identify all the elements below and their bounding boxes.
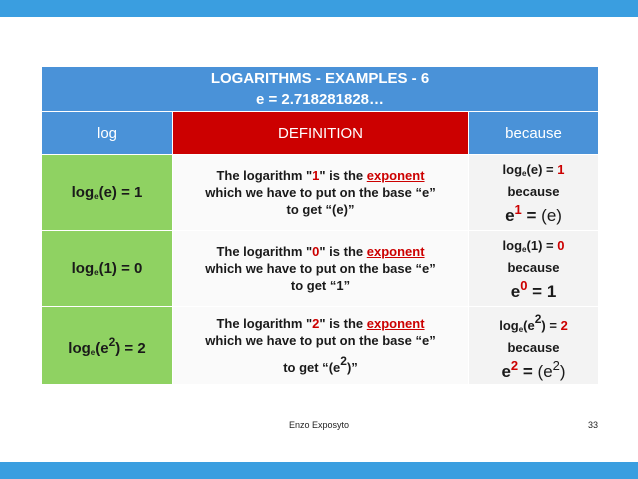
footer-author: Enzo Exposyto (288, 420, 350, 430)
exponent-link: exponent (366, 316, 425, 331)
table-row (42, 231, 599, 307)
definition-text: The logarithm "1" is the exponent which we have to put on the base “e” to get “(e)” (173, 155, 469, 231)
table-row (42, 155, 599, 231)
logarithm-examples-table (41, 66, 599, 385)
table-title (42, 67, 599, 112)
title-line-2: e = 2.718281828… (255, 91, 385, 108)
top-accent-bar (0, 0, 638, 17)
page-number: 33 (588, 420, 599, 430)
because-explanation: $\log_e(e2) = 2$ because $e^2 = (e^2)$ (469, 307, 599, 385)
because-explanation: $\log_e(e) = 1$ because $e^1 = (e)$ (469, 155, 599, 231)
header-log: log (42, 112, 173, 155)
title-line-1: LOGARITHMS - EXAMPLES - 6 (210, 70, 430, 87)
definition-text: The logarithm "2" is the exponent which we have to put on the base “e” to get “(e2)” (173, 307, 469, 385)
table-row (42, 307, 599, 385)
header-because: because (469, 112, 599, 155)
exponent-link: exponent (366, 168, 425, 183)
log-expression: $\log_e(1) = 0$ (42, 231, 173, 307)
exponent-link: exponent (366, 244, 425, 259)
definition-text: The logarithm "0" is the exponent which we have to put on the base “e” to get “1” (173, 231, 469, 307)
header-definition: DEFINITION (173, 112, 469, 155)
log-expression: $\log_e(e) = 1$ (42, 155, 173, 231)
bottom-accent-bar (0, 462, 638, 479)
log-expression: $\log_e(e^2) = 2$ (42, 307, 173, 385)
because-explanation: $\log_e(1) = 0$ because $e^0 = 1$ (469, 231, 599, 307)
